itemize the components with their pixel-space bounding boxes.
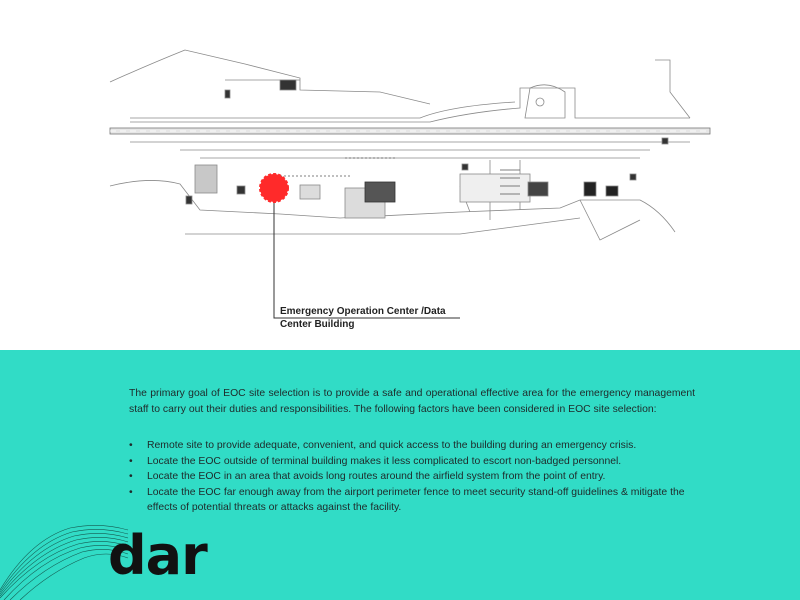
factor-item: • Locate the EOC far enough away from the airport perimeter fence to meet security stand-off guidelines & mitigate the effects of potential threats or attacks against the facility. xyxy=(129,485,695,516)
callout-leader-line xyxy=(274,203,460,318)
factor-item: • Locate the EOC outside of terminal building makes it less complicated to escort non-badged personnel. xyxy=(129,454,695,470)
eoc-callout-label xyxy=(280,305,460,331)
dar-logo: dar xyxy=(108,524,207,587)
factors-list xyxy=(129,438,695,516)
intro-paragraph: The primary goal of EOC site selection is to provide a safe and operational effective area for the emergency management staff to carry out their duties and responsibilities. The following factors have been considered in EOC site selection: xyxy=(129,388,695,415)
description-panel xyxy=(0,350,800,600)
callout-line-2: Center Building xyxy=(280,319,355,330)
factor-item: • Remote site to provide adequate, convenient, and quick access to the building during an emergency crisis. xyxy=(129,438,695,454)
factor-item: • Locate the EOC in an area that avoids long routes around the airfield system from the point of entry. xyxy=(129,469,695,485)
taxiway-north xyxy=(130,88,690,122)
callout-line-1: Emergency Operation Center /Data xyxy=(280,306,446,317)
eoc-site-marker xyxy=(260,174,288,202)
